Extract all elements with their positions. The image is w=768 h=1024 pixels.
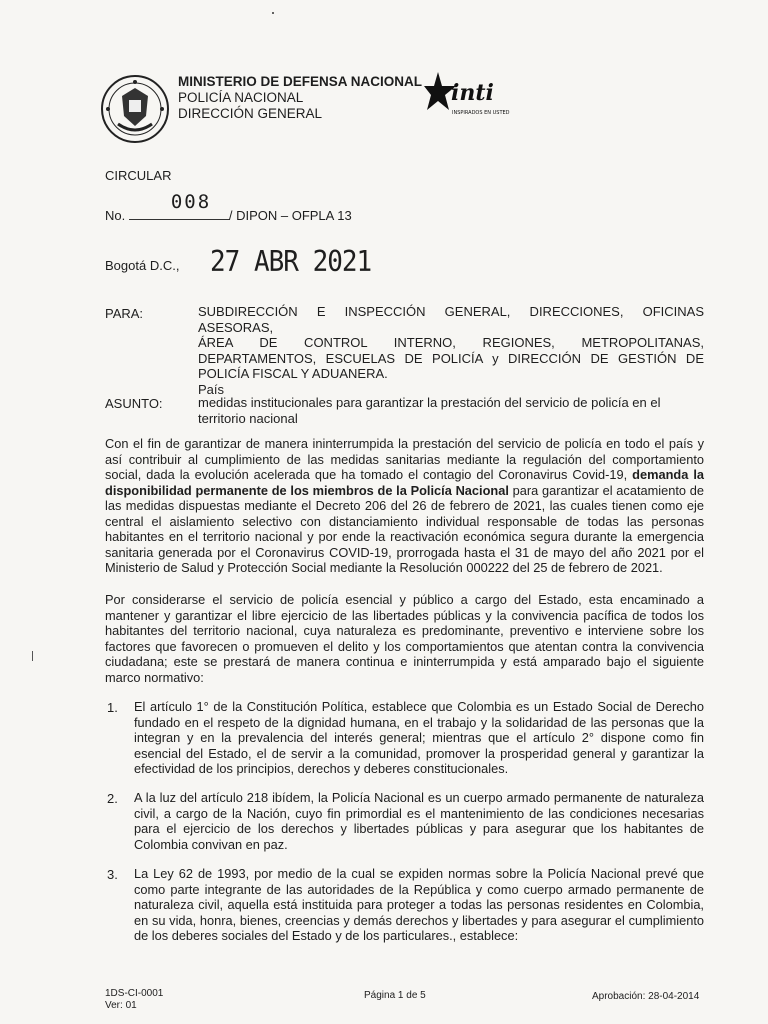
list-item-number: 3. <box>107 867 118 882</box>
approval-date: Aprobación: 28-04-2014 <box>592 991 700 1002</box>
list-item: El artículo 1° de la Constitución Política, establece que Colombia es un Estado Social de Derecho fundado en el respeto de la dignidad humana, en el trabajo y la solidaridad de las personas que la integran y en la prevalencia del interés general; mientras que el artículo 2° dispone como fin esencial del Estado, el de servir a la comunidad, promover la prosperidad general y garantizar la efectividad de los principios, derechos y deberes constitucionales. <box>134 699 704 776</box>
list-item-number: 2. <box>107 791 118 806</box>
recipient-line: SUBDIRECCIÓN E INSPECCIÓN GENERAL, DIRECCIONES, OFICINAS ASESORAS, <box>198 304 704 335</box>
police-line: POLICÍA NACIONAL <box>178 90 304 105</box>
direction-line: DIRECCIÓN GENERAL <box>178 106 323 121</box>
letterhead <box>178 74 422 122</box>
number-suffix: / DIPON – OFPLA 13 <box>228 208 352 223</box>
handwritten-number: 008 <box>170 191 212 213</box>
ministry-line: MINISTERIO DE DEFENSA NACIONAL <box>178 74 423 89</box>
para-label: PARA: <box>105 306 144 321</box>
inti-logo <box>424 70 516 120</box>
recipient-line: POLICÍA FISCAL Y ADUANERA. <box>198 366 388 381</box>
doc-code: 1DS-CI-0001 <box>105 988 164 999</box>
p1-emphasis: demanda la disponibilidad permanente de los miembros de la Policía Nacional <box>105 467 704 498</box>
recipient-line: DEPARTAMENTOS, ESCUELAS DE POLICÍA y DIRECCIÓN DE GESTIÓN DE <box>198 350 704 366</box>
doc-type: CIRCULAR <box>105 168 172 183</box>
scan-speck <box>272 12 274 14</box>
circular-number <box>105 191 352 223</box>
body-paragraph-2: Por considerarse el servicio de policía esencial y público a cargo del Estado, esta encaminado a mantener y garantizar el libre ejercicio de las libertades públicas y la convivencia pacífica de todos los habitantes del territorio nacional, cuya naturaleza es predominante, preventivo e interviene sobre los factores que favorecen o promueven el delito y los comportamientos que atentan contra la convivencia ciudadana; este se prestará de manera continua e ininterrumpida y está amparado bajo el siguiente marco normativo: <box>105 592 704 685</box>
number-label: No. <box>105 208 126 223</box>
recipient-line: País <box>198 381 225 397</box>
doc-version: Ver: 01 <box>105 1000 137 1011</box>
p1-text-start: Con el fin de garantizar de manera ininterrumpida la prestación del servicio de policía en todo el país y así contribuir al cumplimiento de las medidas sanitarias mediante la regulación del comportamiento social, dada la evolución acelerada que ha tomado el contagio del Coronavirus Covid-19, <box>105 436 704 482</box>
p1-text-end: para garantizar el acatamiento de las medidas dispuestas mediante el Decreto 206 del 26 de febrero de 2021, las cuales tienen como eje central el aislamiento selectivo con distanciamiento individual responsable de todas las personas habitantes en el territorio nacional y por ende la reactivación económica segura durante la emergencia sanitaria generada por el Coronavirus COVID-19, prorrogada hasta el 31 de mayo del año 2021 por el Ministerio de Salud y Protección Social mediante la Resolución 000222 del 25 de febrero de 2021. <box>105 482 704 575</box>
logo-wordmark: inti <box>451 80 494 106</box>
doc-code-block <box>105 988 163 1012</box>
body-paragraph-1 <box>105 436 704 576</box>
police-seal-icon <box>100 74 170 144</box>
date-stamp: 27 ABR 2021 <box>210 245 372 279</box>
asunto-label: ASUNTO: <box>105 396 163 411</box>
list-item: La Ley 62 de 1993, por medio de la cual se expiden normas sobre la Policía Nacional prevé que como parte integrante de las autoridades de la República y como cuerpo armado permanente de naturaleza civil, aquella está instituida para proteger a todas las personas residentes en Colombia, en su vida, honra, bienes, creencias y demás derechos y libertades y para asegurar el cumplimiento de los deberes sociales del Estado y de los particulares., establece: <box>134 866 704 943</box>
para-recipients <box>198 304 704 397</box>
list-item: A la luz del artículo 218 ibídem, la Policía Nacional es un cuerpo armado permanente de naturaleza civil, a cargo de la Nación, cuyo fin primordial es el mantenimiento de las condiciones necesarias para el ejercicio de los derechos y libertades públicas y para asegurar que los habitantes de Colombia convivan en paz. <box>134 790 704 852</box>
list-item-number: 1. <box>107 700 118 715</box>
logo-tagline: INSPIRADOS EN USTED <box>452 110 510 116</box>
asunto-text: medidas institucionales para garantizar la prestación del servicio de policía en el territorio nacional <box>198 395 661 426</box>
number-blank <box>129 191 229 220</box>
scan-mark <box>32 651 33 661</box>
date-label: Bogotá D.C., <box>105 258 180 273</box>
recipient-line: ÁREA DE CONTROL INTERNO, REGIONES, METROPOLITANAS, <box>198 335 704 350</box>
page-number: Página 1 de 5 <box>364 990 426 1001</box>
